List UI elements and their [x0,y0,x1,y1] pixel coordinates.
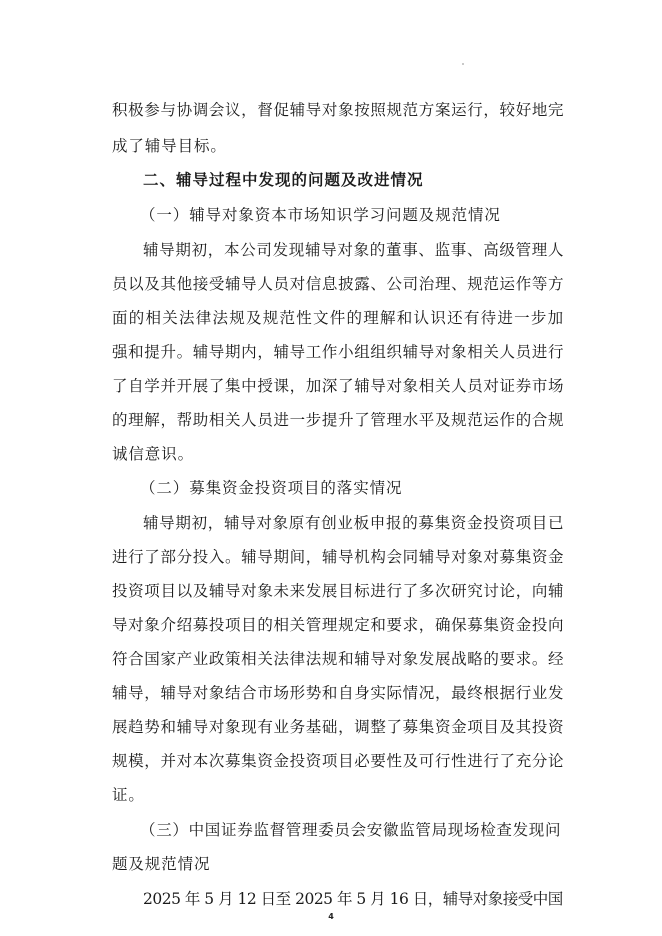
paragraph-line: 的理解，帮助相关人员进一步提升了管理水平及规范运作的合规 [112,411,564,429]
paragraph-line: 积极参与协调会议，督促辅导对象按照规范方案运行，较好地完 [112,101,564,119]
paragraph-line: 辅导期初，本公司发现辅导对象的董事、监事、高级管理人 [143,241,565,259]
subsection-heading: （三）中国证券监督管理委员会安徽监管局现场检查发现问 [140,821,562,839]
subsection-heading-continued: 题及规范情况 [112,855,211,873]
scan-speck [462,63,464,65]
paragraph-line: 诚信意识。 [112,445,195,463]
paragraph-line: 辅导期初，辅导对象原有创业板申报的募集资金投资项目已 [143,514,565,532]
paragraph-line: 成了辅导目标。 [112,137,227,155]
page-number: 4 [328,912,334,921]
paragraph-line: 2025 年 5 月 12 日至 2025 年 5 月 16 日，辅导对象接受中国 [143,890,563,908]
paragraph-line: 员以及其他接受辅导人员对信息披露、公司治理、规范运作等方 [112,275,564,293]
paragraph-line: 投资项目以及辅导对象未来发展目标进行了多次研究讨论，向辅 [112,582,564,600]
subsection-heading: （一）辅导对象资本市场知识学习问题及规范情况 [140,206,501,224]
paragraph-line: 辅导，辅导对象结合市场形势和自身实际情况，最终根据行业发 [112,684,564,702]
paragraph-line: 导对象介绍募投项目的相关管理规定和要求，确保募集资金投向 [112,616,564,634]
paragraph-line: 面的相关法律法规及规范性文件的理解和认识还有待进一步加 [112,309,564,327]
paragraph-line: 强和提升。辅导期内，辅导工作小组组织辅导对象相关人员进行 [112,343,564,361]
section-heading: 二、辅导过程中发现的问题及改进情况 [143,171,424,189]
subsection-heading: （二）募集资金投资项目的落实情况 [140,479,403,497]
paragraph-line: 符合国家产业政策相关法律法规和辅导对象发展战略的要求。经 [112,650,564,668]
paragraph-line: 进行了部分投入。辅导期间，辅导机构会同辅导对象对募集资金 [112,548,564,566]
paragraph-line: 规模，并对本次募集资金投资项目必要性及可行性进行了充分论 [112,752,564,770]
paragraph-line: 了自学并开展了集中授课，加深了辅导对象相关人员对证券市场 [112,377,564,395]
paragraph-line: 展趋势和辅导对象现有业务基础，调整了募集资金项目及其投资 [112,718,564,736]
paragraph-line: 证。 [112,786,145,804]
